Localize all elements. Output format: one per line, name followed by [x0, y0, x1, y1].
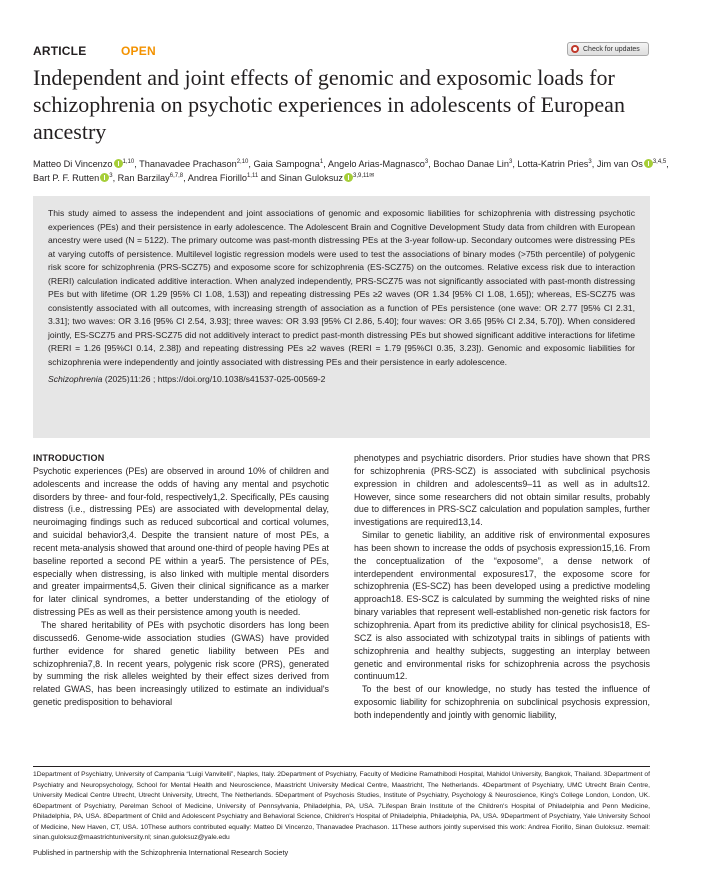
author-affiliation-sup: 3,4,5: [652, 159, 667, 165]
author-separator: ,: [323, 159, 328, 169]
body-paragraph: The shared heritability of PEs with psychotic disorders has long been discussed6. Genome-wide association studies (GWAS) have provided further evidence for shared genetic liability between PEs and schizophrenia7,8. In recent years, polygenic risk score (PRS), generated by summing the risk alleles weighted by their effect sizes derived from related GWAS, has been increasingly utilized to estimate an individual's genetic predisposition to behavioral: [33, 619, 329, 708]
section-heading-introduction: INTRODUCTION: [33, 453, 105, 463]
author-name[interactable]: Angelo Arias-Magnasco: [327, 159, 425, 169]
author-separator: ,: [428, 159, 434, 169]
author-separator: and: [258, 173, 279, 183]
author-separator: ,: [183, 173, 188, 183]
affiliations-footnote: 1Department of Psychiatry, University of Campania “Luigi Vanvitelli”, Naples, Italy. 2Department of Psychiatry, Faculty of Medicine Ramathibodi Hospital, Mahidol University, Bangkok, Thailand. 3Department of Psychiatry and Neuropsychology, School for Mental Health and Neuroscience, Maastricht University Medical Centre, Maastricht, The Netherlands. 4Department of Psychiatry, UMC Utrecht Brain Centre, University Medical Centre Utrecht, Utrecht University, Utrecht, The Netherlands. 5Department of Psychosis Studies, Institute of Psychiatry, Psychology & Neuroscience, King's College London, London, UK. 6Department of Psychiatry, Perelman School of Medicine, University of Pennsylvania, Philadelphia, PA, USA. 7Lifespan Brain Institute of the Children's Hospital of Philadelphia and Penn Medicine, Philadelphia, PA, USA. 8Department of Child and Adolescent Psychiatry and Behavioral Science, Children's Hospital of Philadelphia, Philadelphia, PA, USA. 9Department of Psychiatry, Yale University School of Medicine, New Haven, CT, USA. 10These authors contributed equally: Matteo Di Vincenzo, Thanavadee Prachason. 11These authors jointly supervised this work: Andrea Fiorillo, Sinan Guloksuz. ✉email: sinan.guloksuz@maastrichtuniversity.nl; sinan.guloksuz@yale.edu: [33, 771, 650, 841]
orcid-icon[interactable]: [114, 159, 123, 168]
author-name[interactable]: Bart P. F. Rutten: [33, 173, 100, 183]
body-paragraph: Similar to genetic liability, an additive risk of environmental exposures has been shown to increase the odds of psychosis expression15,16. From the conceptualization of the “exposome”, a dense network of interdependent environmental exposures17, the exposome score for schizophrenia (ES-SCZ) has been developed using a predictive modeling approach18. ES-SCZ is calculated by summing the weighted risks of nine binary variables that represent well-established non-genetic risk factors for schizophrenia. Apart from its predictive ability for clinical psychosis18, ES-SCZ is also associated with schizotypal traits in siblings of patients with schizophrenia and healthy subjects, suggesting an interplay between genetic and environmental risks for schizophrenia across the psychosis continuum12.: [354, 530, 650, 682]
publisher-footer: Published in partnership with the Schizophrenia International Research Society: [33, 848, 289, 857]
author-affiliation-sup: 3: [109, 173, 113, 179]
article-title: Independent and joint effects of genomic and exposomic loads for schizophrenia on psychotic experiences in adolescents of European ancestry: [33, 65, 625, 144]
abstract-text: This study aimed to assess the independent and joint associations of genomic and exposomic liabilities for schizophrenia with distressing psychotic experiences (PEs) and their persistence in early adolescence. The Adolescent Brain and Cognitive Development Study data from children with European ancestry were used (N = 5122). The primary outcome was past-month distressing PEs at the 3-year follow-up. Secondary outcomes were distressing PEs at varying cutoffs of persistence. Multilevel logistic regression models were used to test the associations of binary modes (>75th percentile) of polygenic risk score for schizophrenia (PRS-SCZ75) and exposome score for schizophrenia (ES-SCZ75) on the outcomes. Relative excess risk due to interaction (RERI) calculation indicated additive interaction. When analyzed independently, PRS-SCZ75 was not significantly associated with past-month distressing PEs but with lifetime (OR 1.29 [95% CI 1.08, 1.53]) and repeating distressing PEs ≥2 waves (OR 1.34 [95% CI 1.08, 1.65]); whereas, ES-SCZ75 was consistently associated with all outcomes, with increasing strength of association as a function of PEs persistence (one wave: OR 2.77 [95% CI 2.31, 3.31]; two waves: OR 3.16 [95% CI 2.54, 3.93]; three waves: OR 3.93 [95% CI 2.86, 5.40]; four waves: OR 3.65 [95% CI 2.34, 5.70]). When considered jointly, ES-SCZ75 and PRS-SCZ75 did not additively interact to predict past-month distressing PEs but showed significant additive interactions for lifetime (RERI = 1.26 [95%CI 0.14, 2.38]) and repeating distressing PEs ≥2 waves (RERI = 1.79 [95%CI 0.35, 3.23]). Genomic and exposomic liabilities for schizophrenia were independently and jointly associated with distressing PEs and their persistence in early adolescence.: [48, 208, 635, 367]
author-affiliation-sup: 1: [319, 159, 324, 165]
crossmark-icon: [571, 45, 579, 53]
author-affiliation-sup: 6,7,8: [169, 173, 184, 179]
author-affiliation-sup: 1,10: [122, 159, 135, 165]
author-affiliation-sup: 3,9,11✉: [353, 173, 375, 179]
orcid-icon[interactable]: [644, 159, 653, 168]
open-access-label: OPEN: [121, 44, 156, 58]
author-list: [33, 157, 673, 185]
author-name[interactable]: Gaia Sampogna: [253, 159, 320, 169]
footnote-divider: [33, 766, 650, 767]
author-affiliation-sup: 3: [588, 159, 592, 165]
author-affiliation-sup: 3: [508, 159, 513, 165]
author-name[interactable]: Matteo Di Vincenzo: [33, 159, 113, 169]
orcid-icon[interactable]: [344, 173, 353, 182]
citation-line: [48, 373, 635, 386]
author-affiliation-sup: 1,11: [246, 173, 259, 179]
author-name[interactable]: Jim van Os: [596, 159, 643, 169]
body-paragraph: phenotypes and psychiatric disorders. Prior studies have shown that PRS for schizophrenia (PRS-SCZ) is associated with subclinical psychosis expression in children and adolescents9–11 as well as in adults12. However, since some researchers did not obtain similar results, probably due to differences in PRS-SCZ calculation and population samples, further investigations are required13,14.: [354, 453, 650, 528]
article-type-label: ARTICLE: [33, 44, 87, 58]
author-separator: ,: [591, 159, 597, 169]
author-affiliation-sup: 2,10: [236, 159, 249, 165]
author-name[interactable]: Sinan Guloksuz: [278, 173, 343, 183]
author-separator: ,: [248, 159, 254, 169]
journal-name: Schizophrenia: [48, 374, 103, 384]
check-for-updates-label: Check for updates: [583, 45, 640, 53]
author-separator: ,: [112, 173, 118, 183]
author-name[interactable]: Lotta-Katrin Pries: [517, 159, 589, 169]
abstract-box: [33, 196, 650, 438]
author-name[interactable]: Andrea Fiorillo: [187, 173, 247, 183]
check-for-updates-button[interactable]: [567, 42, 649, 56]
author-name[interactable]: Ran Barzilay: [117, 173, 170, 183]
body-column-left: [33, 452, 329, 709]
author-separator: ,: [512, 159, 518, 169]
author-affiliation-sup: 3: [424, 159, 429, 165]
body-paragraph: To the best of our knowledge, no study has tested the influence of exposomic liability for schizophrenia on subclinical psychosis expression, both independently and jointly with genomic liability,: [354, 684, 650, 720]
author-name[interactable]: Bochao Danae Lin: [433, 159, 509, 169]
orcid-icon[interactable]: [100, 173, 109, 182]
author-separator: ,: [666, 159, 669, 169]
body-paragraph: Psychotic experiences (PEs) are observed in around 10% of children and adolescents and increase the odds of having any mental and psychotic disorders by three- and four-fold, respectively1,2. Specifically, PEs causing distress (i.e., distressing PEs) are associated with developmental delay, neuroimaging findings such as reduced subcortical and cortical volumes, and suicidal behavior3,4. Despite the transient nature of most PEs, a recent meta-analysis showed that around one-third of people having PEs at baseline reported a second PE within a year5. The persistence of PEs, especially when distressing, is also linked with multiple mental disorders and greater impairments4,5. Given their clinical significance as a marker for later clinical syndromes, a better understanding of the etiology of distressing PEs as well as their persistence among youth is needed.: [33, 465, 330, 618]
doi-citation[interactable]: (2025)11:26 ; https://doi.org/10.1038/s41537-025-00569-2: [102, 374, 326, 384]
author-name[interactable]: Thanavadee Prachason: [139, 159, 237, 169]
body-column-right: [354, 452, 650, 722]
author-separator: ,: [134, 159, 140, 169]
